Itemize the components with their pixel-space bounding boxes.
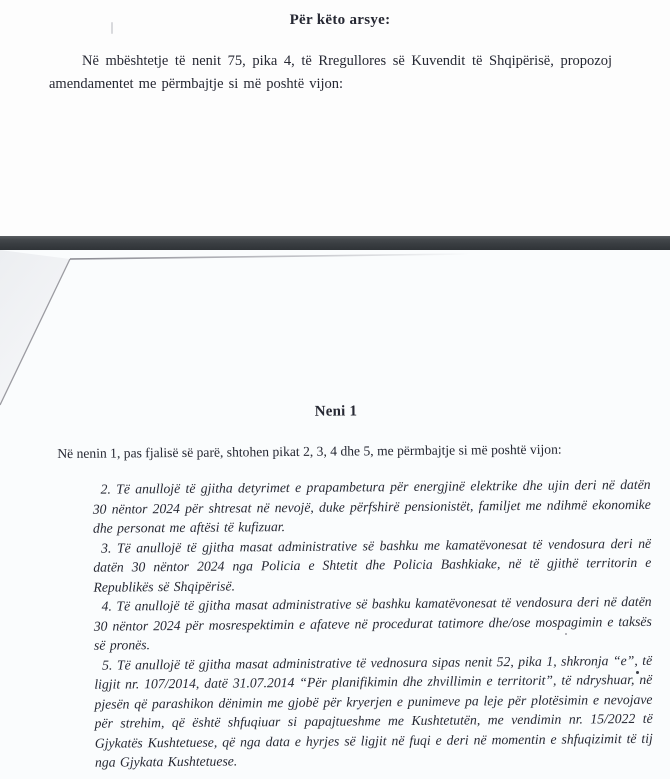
amendment-item-3: 3. Të anullojë të gjitha masat administrative së bashku me kamatëvonesat të vendosura deri në datën 30 nëntor 2024 nga Policia e Shtetit dhe Policia Bashkiake, në të gjithë territorin e Republikës së Shqipërisë.	[93, 535, 652, 595]
page-separator-band	[0, 236, 670, 250]
scan-artifact-mark	[111, 22, 113, 34]
page1-paragraph: Në mbështetje të nenit 75, pika 4, të Rregullores së Kuvendit të Shqipërisë, propozoj amendamentet me përmbajtje si më poshtë vijon:	[49, 53, 612, 92]
page2-body	[0, 395, 670, 780]
amendment-item-5: 5. Të anullojë të gjitha masat administrative të vednosura sipas nenit 52, pika 1, shkronja “e”, të ligjit nr. 107/2014, datë 31.07.2014 “Për planifikimin dhe zhvillimin e territorit”, të ndryshuar, në pjesën që parashikon dënimin me gjobë për kryerjen e punimeve pa leje për plotësimin e nevojave për strehim, që është shfuqiuar si papajtueshme me Kushtetutën, me vendimin nr. 15/2022 të Gjykatës Kushtetuese, që nga data e hyrjes së ligjit në fuqi e deri në momentin e shfuqizimit të tij nga Gjykata Kushtetuese.	[94, 652, 653, 770]
amendment-items	[93, 475, 654, 772]
amendment-item-4: 4. Të anullojë të gjitha masat administrative së bashku kamatëvonesat të vendosura deri në datën 30 nëntor 2024 për mosrespektimin e afateve në procedurat tatimore dhe/ose mospagimin e taksës së pronës.	[93, 593, 652, 653]
page2-intro: Në nenin 1, pas fjalisë së parë, shtohen pikat 2, 3, 4 dhe 5, me përmbajtje si më poshtë vijon:	[57, 441, 562, 462]
amendment-item-2: 2. Të anullojë të gjitha detyrimet e prapambetura për energjinë elektrike dhe ujin deri në datën 30 nëntor 2024 për shtresat në nevojë, duke përfshirë pensionistët, familjet me ndihmë ekonomike dhe personat me aftësi të kufizuar.	[92, 476, 651, 536]
page1-heading: Për këto arsye:	[289, 12, 391, 28]
page2-heading: Neni 1	[314, 403, 358, 420]
page-top-sheet	[0, 0, 670, 236]
